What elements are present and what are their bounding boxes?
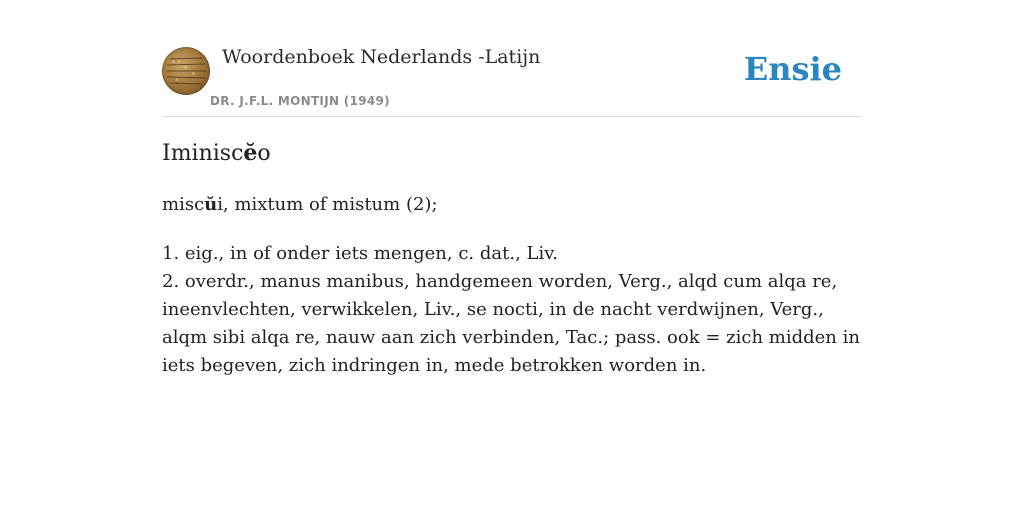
page — [162, 0, 862, 376]
headword-prefix: Iminisc — [162, 141, 244, 166]
forms-suffix: i, mixtum of mistum (2); — [217, 194, 438, 215]
entry-headword — [162, 140, 271, 166]
bronze-inscription-seal-icon — [162, 47, 210, 95]
forms-prefix: misc — [162, 194, 205, 215]
entry-forms — [162, 194, 438, 215]
sense-2: 2. overdr., manus manibus, handgemeen worden, Verg., alqd cum alqa re, ineenvlechten, verwikkelen, Liv., se nocti, in de nacht verdwijnen, Verg., alqm sibi alqa re, nauw aan zich verbinden, Tac.; pass. ook = zich midden in iets begeven, zich indringen in, mede betrokken worden in. — [162, 271, 860, 376]
dictionary-title[interactable]: Woordenboek Nederlands -Latijn — [222, 46, 541, 68]
entry-senses — [162, 240, 862, 380]
headword-suffix: o — [257, 141, 271, 166]
header — [162, 0, 862, 117]
sense-1: 1. eig., in of onder iets mengen, c. dat., Liv. — [162, 243, 558, 264]
dictionary-author: DR. J.F.L. MONTIJN (1949) — [210, 94, 390, 108]
forms-accent: ŭ — [204, 194, 218, 215]
headword-accent: ĕ — [243, 140, 258, 166]
ensie-logo-link[interactable]: Ensie — [743, 50, 842, 88]
